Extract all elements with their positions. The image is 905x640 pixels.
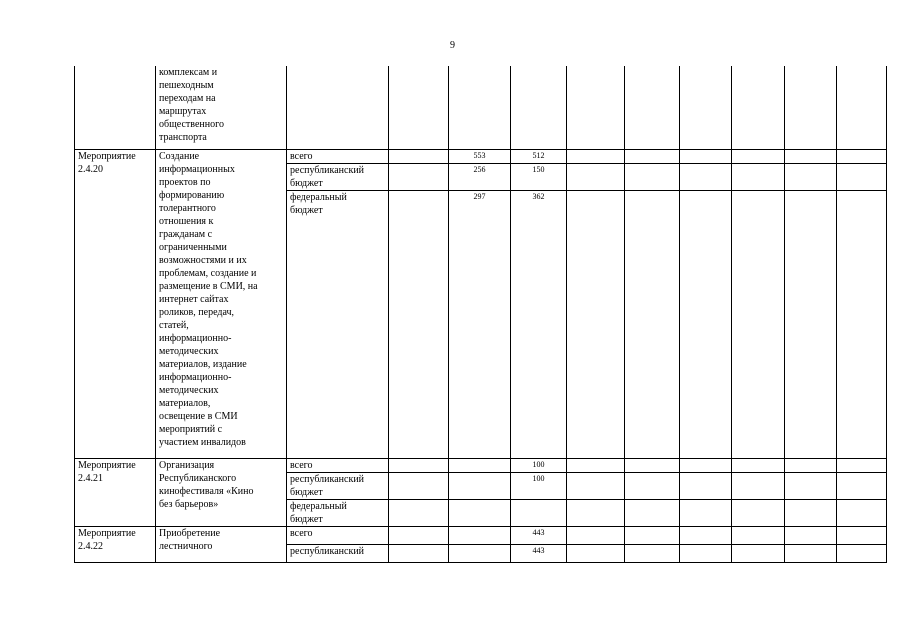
budget-table bbox=[74, 66, 887, 563]
measure-code-cell: Мероприятие 2.4.20 bbox=[75, 149, 156, 458]
value-cell: 100 bbox=[511, 472, 567, 499]
table-row bbox=[75, 526, 887, 544]
value-cell: 443 bbox=[511, 526, 567, 544]
value-cell: 512 bbox=[511, 149, 567, 163]
source-cell: всего bbox=[287, 149, 389, 163]
source-cell: республиканский бюджет bbox=[287, 472, 389, 499]
source-cell: всего bbox=[287, 526, 389, 544]
source-cell: федеральный бюджет bbox=[287, 499, 389, 526]
source-cell: федеральный бюджет bbox=[287, 190, 389, 458]
measure-code-cell: Мероприятие 2.4.22 bbox=[75, 526, 156, 562]
source-cell: всего bbox=[287, 458, 389, 472]
measure-name-cell: Организация Республиканского кинофестиваля «Кино без барьеров» bbox=[156, 458, 287, 526]
value-cell: 256 bbox=[449, 163, 511, 190]
page-number: 9 bbox=[450, 40, 455, 51]
table-row bbox=[75, 66, 887, 149]
value-cell: 100 bbox=[511, 458, 567, 472]
measure-name-cell: Создание информационных проектов по формированию толерантного отношения к гражданам с ограниченными возможностями и их проблемам, создание и размещение в СМИ, на интернет сайтах роликов, передач, статей, информационно- методических материалов, издание информационно- методических материалов, освещение в СМИ мероприятий с участием инвалидов bbox=[156, 149, 287, 458]
value-cell: 553 bbox=[449, 149, 511, 163]
table-row bbox=[75, 149, 887, 163]
measure-code-cell: Мероприятие 2.4.21 bbox=[75, 458, 156, 526]
measure-name-cell: Приобретение лестничного bbox=[156, 526, 287, 562]
measure-name-cell: комплексам и пешеходным переходам на маршрутах общественного транспорта bbox=[156, 66, 287, 149]
source-cell bbox=[287, 66, 389, 149]
table-row bbox=[75, 458, 887, 472]
value-cell: 150 bbox=[511, 163, 567, 190]
value-cell: 297 bbox=[449, 190, 511, 458]
source-cell: республиканский bbox=[287, 544, 389, 562]
value-cell: 362 bbox=[511, 190, 567, 458]
source-cell: республиканский бюджет bbox=[287, 163, 389, 190]
code-cell bbox=[75, 66, 156, 149]
value-cell bbox=[511, 499, 567, 526]
value-cell: 443 bbox=[511, 544, 567, 562]
